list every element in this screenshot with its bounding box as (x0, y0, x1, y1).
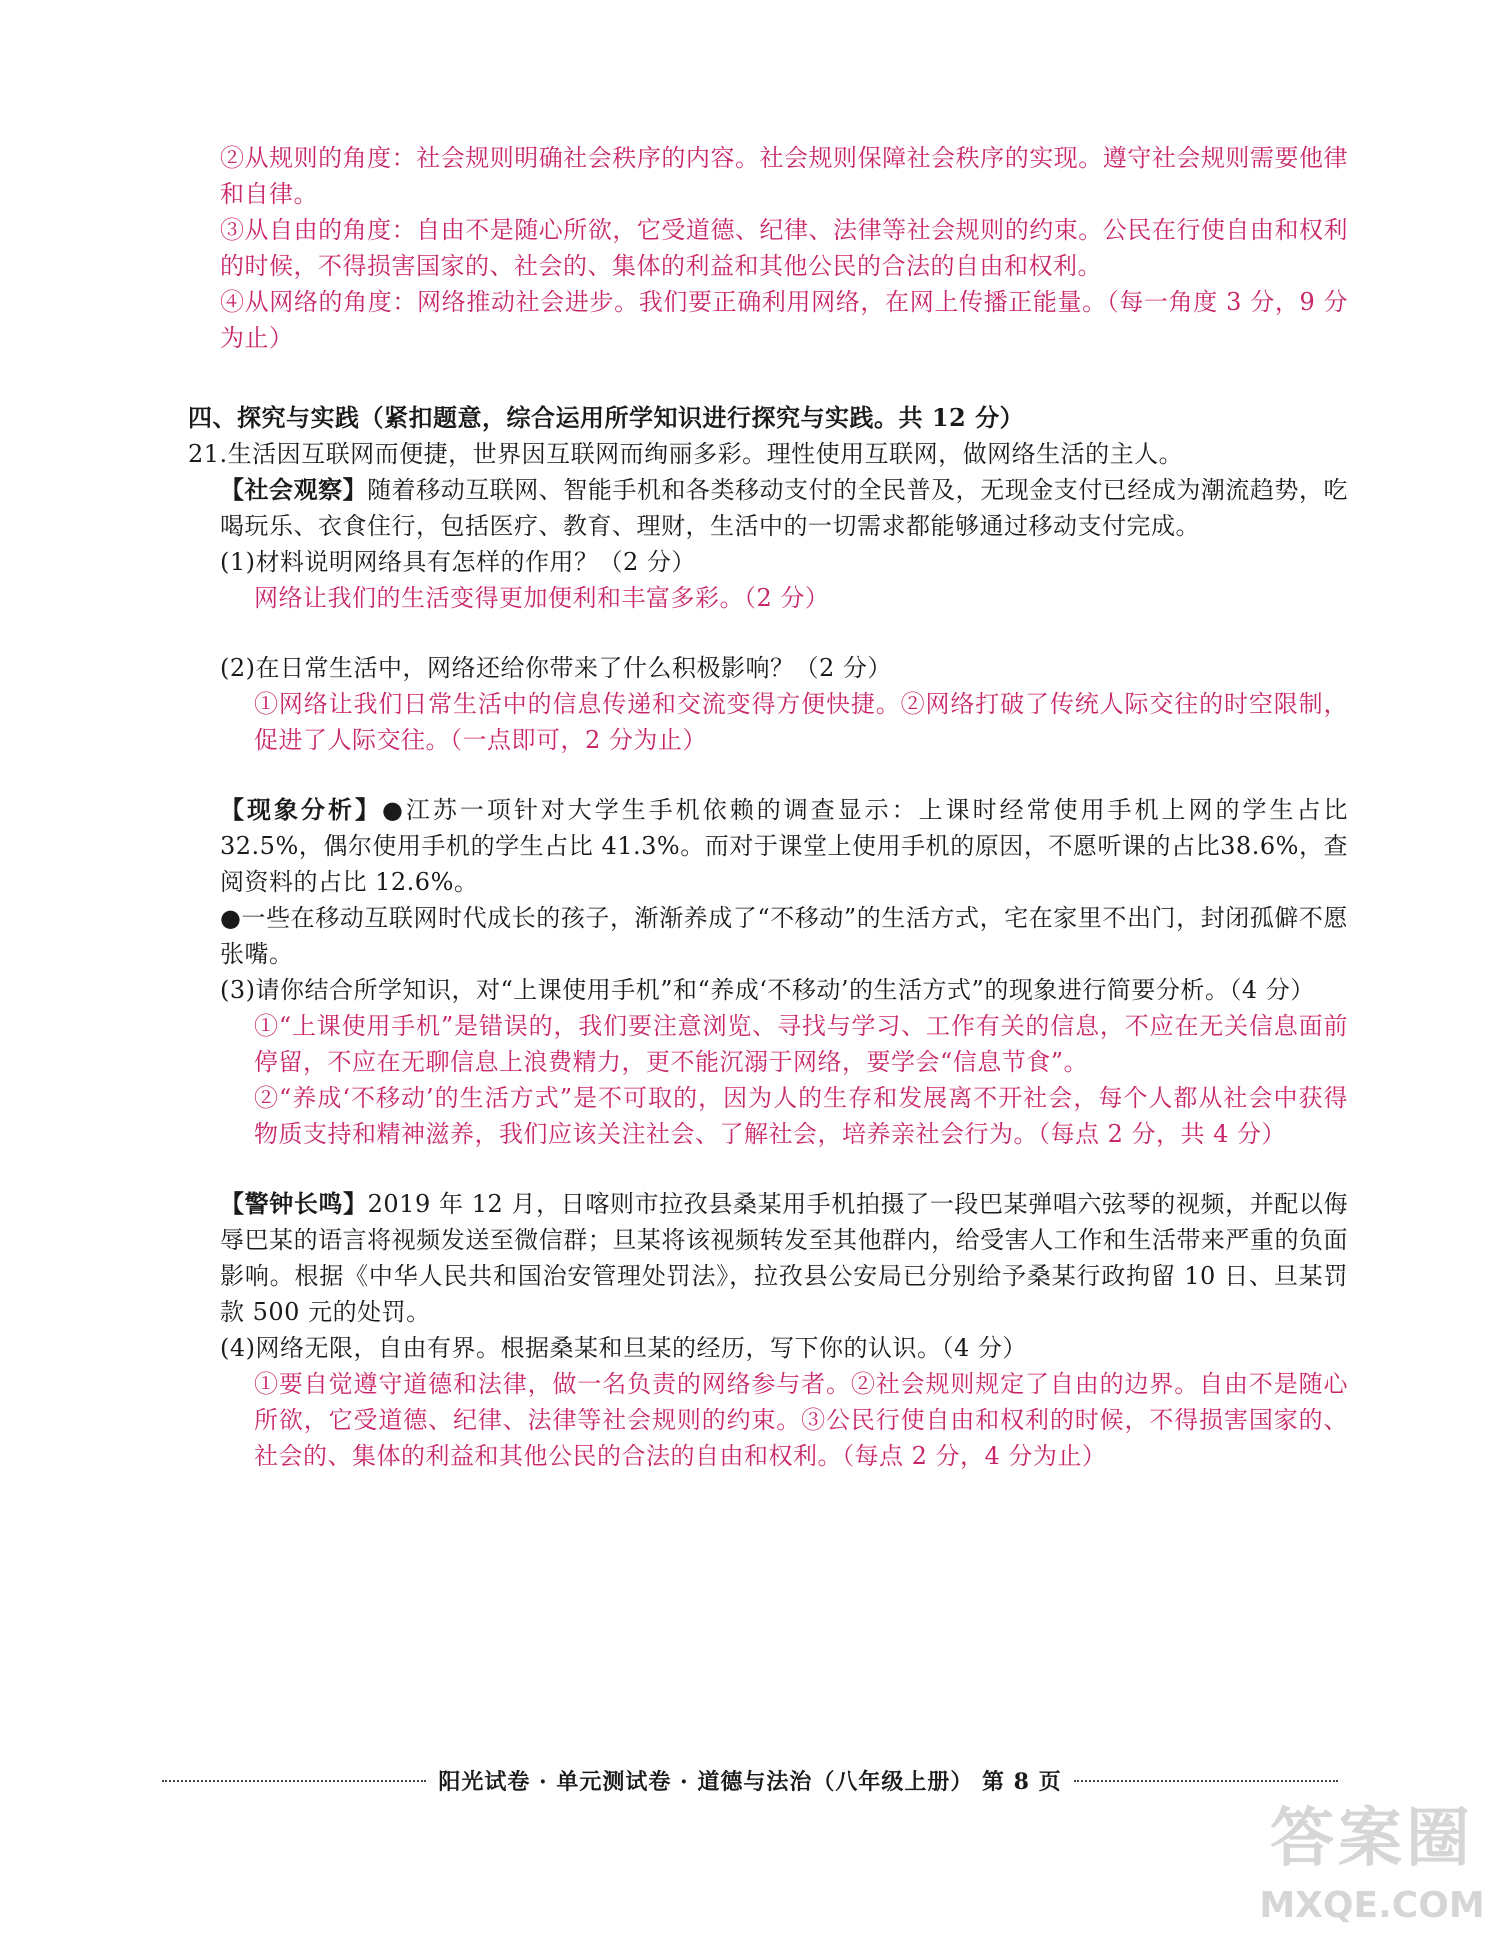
section-heading: 四、探究与实践（紧扣题意，综合运用所学知识进行探究与实践。共 12 分） (188, 403, 1025, 432)
watermark-url: MXQE.COM (1259, 1885, 1485, 1926)
watermark-logo (1252, 1794, 1492, 1944)
answer-3-point-2: ②“养成‘不移动’的生活方式”是不可取的，因为人的生存和发展离不开社会，每个人都从社会中获得物质支持和精神滋养，我们应该关注社会、了解社会，培养亲社会行为。（每点 2 分，共 4 分） (254, 1084, 1348, 1148)
footer-dots-right (1074, 1780, 1338, 1782)
question-21-stem: 21.生活因互联网而便捷，世界因互联网而绚丽多彩。理性使用互联网，做网络生活的主人。 (188, 440, 1184, 468)
answer-rule-angle: ②从规则的角度：社会规则明确社会秩序的内容。社会规则保障社会秩序的实现。遵守社会规则需要他律和自律。 (220, 144, 1348, 208)
question-1: (1)材料说明网络具有怎样的作用？（2 分） (220, 548, 696, 576)
question-2: (2)在日常生活中，网络还给你带来了什么积极影响？（2 分） (220, 654, 892, 682)
watermark-logo-text: 答案圈 (1270, 1802, 1474, 1876)
warning-text: 2019 年 12 月，日喀则市拉孜县桑某用手机拍摄了一段巴某弹唱六弦琴的视频，并配以侮辱巴某的语言将视频发送至微信群；旦某将该视频转发至其他群内，给受害人工作和生活带来严重的负面影响。根据《中华人民共和国治安管理处罚法》，拉孜县公安局已分别给予桑某行政拘留 10 日、旦某罚款 500 元的处罚。 (220, 1190, 1349, 1326)
warning-section (188, 1186, 1348, 1330)
social-observation-label: 【社会观察】 (220, 475, 368, 504)
answer-network-angle: ④从网络的角度：网络推动社会进步。我们要正确利用网络，在网上传播正能量。（每一角度 3 分，9 分为止） (220, 288, 1348, 352)
phenomenon-text-1: ●江苏一项针对大学生手机依赖的调查显示：上课时经常使用手机上网的学生占比32.5%，偶尔使用手机的学生占比 41.3%。而对于课堂上使用手机的原因，不愿听课的占比38.6%，查阅资料的占比 12.6%。 (220, 796, 1348, 896)
question-4: (4)网络无限，自由有界。根据桑某和旦某的经历，写下你的认识。（4 分） (220, 1334, 1027, 1362)
footer-text: 阳光试卷 · 单元测试卷 · 道德与法治（八年级上册） 第 8 页 (438, 1769, 1062, 1795)
warning-label: 【警钟长鸣】 (220, 1189, 368, 1218)
top-answers (188, 140, 1348, 356)
phenomenon-text-2: ●一些在移动互联网时代成长的孩子，渐渐养成了“不移动”的生活方式，宅在家里不出门，封闭孤僻不愿张嘴。 (220, 904, 1348, 968)
answer-2: ①网络让我们日常生活中的信息传递和交流变得方便快捷。②网络打破了传统人际交往的时空限制，促进了人际交往。（一点即可，2 分为止） (254, 690, 1348, 754)
question-3: (3)请你结合所学知识，对“上课使用手机”和“养成‘不移动’的生活方式”的现象进行简要分析。（4 分） (220, 976, 1315, 1004)
answer-freedom-angle: ③从自由的角度：自由不是随心所欲，它受道德、纪律、法律等社会规则的约束。公民在行使自由和权利的时候，不得损害国家的、社会的、集体的利益和其他公民的合法的自由和权利。 (220, 216, 1348, 280)
page-content (188, 140, 1348, 1474)
social-observation (188, 472, 1348, 544)
page-footer (150, 1765, 1350, 1796)
phenomenon-label: 【现象分析】 (220, 795, 382, 824)
answer-4: ①要自觉遵守道德和法律，做一名负责的网络参与者。②社会规则规定了自由的边界。自由不是随心所欲，它受道德、纪律、法律等社会规则的约束。③公民行使自由和权利的时候，不得损害国家的、社会的、集体的利益和其他公民的合法的自由和权利。（每点 2 分，4 分为止） (254, 1370, 1348, 1470)
footer-dots-left (162, 1780, 426, 1782)
answer-3-point-1: ①“上课使用手机”是错误的，我们要注意浏览、寻找与学习、工作有关的信息，不应在无关信息面前停留，不应在无聊信息上浪费精力，更不能沉溺于网络，要学会“信息节食”。 (254, 1012, 1348, 1076)
answer-1: 网络让我们的生活变得更加便利和丰富多彩。（2 分） (254, 584, 830, 612)
social-observation-text: 随着移动互联网、智能手机和各类移动支付的全民普及，无现金支付已经成为潮流趋势，吃喝玩乐、衣食住行，包括医疗、教育、理财，生活中的一切需求都能够通过移动支付完成。 (220, 476, 1349, 540)
phenomenon-analysis (188, 792, 1348, 900)
